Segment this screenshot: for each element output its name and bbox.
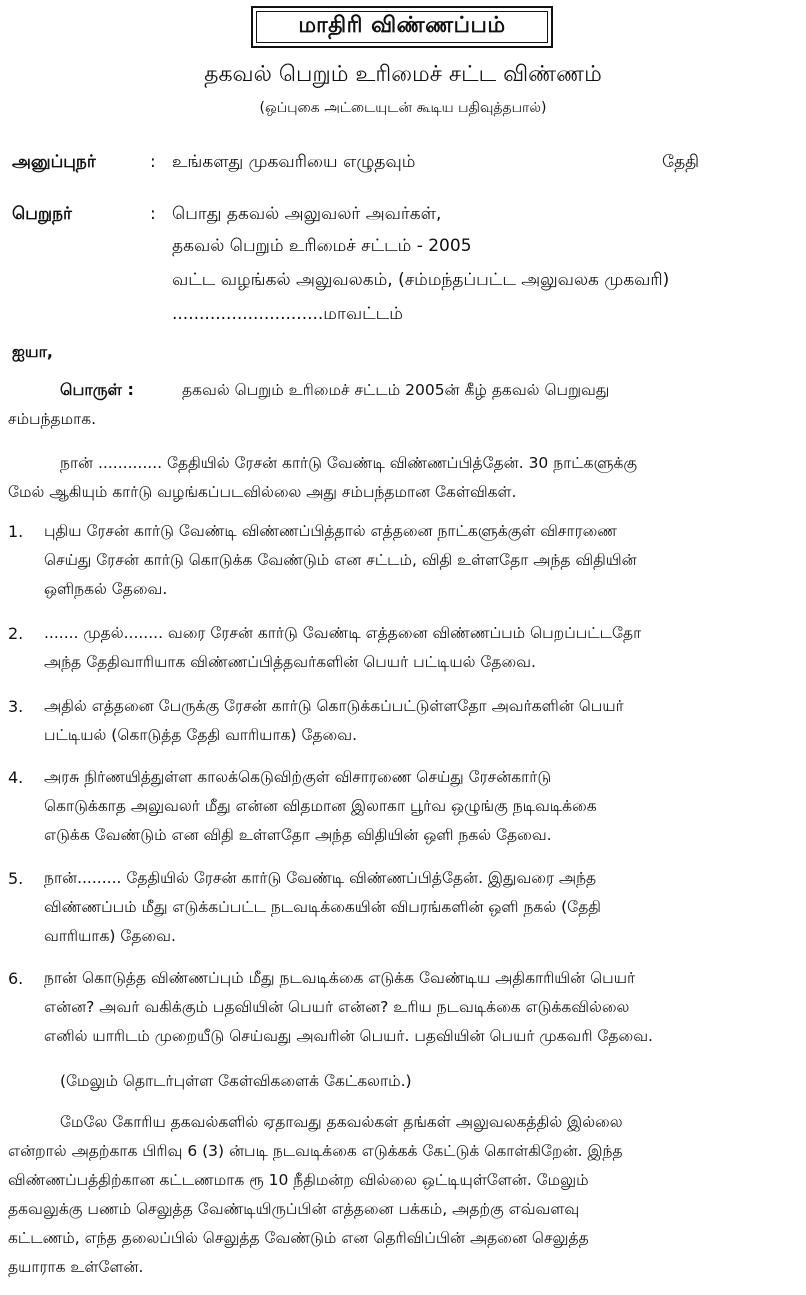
registered-post-note: (ஒப்புகை அட்டையுடன் கூடிய பதிவுத்தபால்) [259, 100, 547, 116]
recipient-label: பெறுநர் [12, 204, 72, 224]
item-line: அதில் எத்தனை பேருக்கு ரேசன் கார்டு கொடுக்கப்பட்டுள்ளதோ அவர்களின் பெயர் [44, 697, 624, 715]
subject-line: தகவல் பெறும் உரிமைச் சட்டம் 2005ன் கீழ் தகவல் பெறுவது [182, 381, 610, 399]
item-number: 3. [8, 697, 24, 716]
sender-colon: : [150, 152, 156, 172]
intro-line: நான் ............. தேதியில் ரேசன் கார்டு வேண்டி விண்ணப்பித்தேன். 30 நாட்களுக்கு [60, 454, 638, 472]
subject-label: பொருள் : [60, 380, 134, 399]
item-line: செய்து ரேசன் கார்டு கொடுக்க வேண்டும் என சட்டம், விதி உள்ளதோ அந்த விதியின் [44, 551, 637, 569]
date-label: தேதி [662, 152, 700, 172]
recipient-colon: : [150, 204, 156, 224]
closing-line: தயாராக உள்ளேன். [8, 1258, 144, 1276]
item-number: 6. [8, 969, 24, 988]
item-line: என்ன? அவர் வகிக்கும் பதவியின் பெயர் என்ன? உரிய நடவடிக்கை எடுக்கவில்லை [44, 998, 630, 1016]
intro-line: மேல் ஆகியும் கார்டு வழங்கப்படவில்லை அது சம்பந்தமான கேள்விகள். [8, 483, 517, 501]
more-questions-note: (மேலும் தொடர்புள்ள கேள்விகளைக் கேட்கலாம்.) [60, 1072, 412, 1090]
recipient-line: வட்ட வழங்கல் அலுவலகம், (சம்மந்தப்பட்ட அலுவலக முகவரி) [172, 270, 670, 290]
item-number: 2. [8, 624, 24, 643]
recipient-line: தகவல் பெறும் உரிமைச் சட்டம் - 2005 [172, 236, 472, 256]
sample-application-title [251, 6, 553, 48]
document-subtitle: தகவல் பெறும் உரிமைச் சட்ட விண்ணம் [204, 62, 602, 87]
item-line: ஒளிநகல் தேவை. [44, 580, 168, 598]
closing-line: விண்ணப்பத்திற்கான கட்டணமாக ரூ 10 நீதிமன்ற வில்லை ஒட்டியுள்ளேன். மேலும் [8, 1171, 589, 1189]
sender-value: உங்களது முகவரியை எழுதவும் [172, 152, 416, 172]
item-line: புதிய ரேசன் கார்டு வேண்டி விண்ணப்பித்தால் எத்தனை நாட்களுக்குள் விசாரணை [44, 522, 617, 540]
item-number: 1. [8, 522, 24, 541]
item-line: எடுக்க வேண்டும் என விதி உள்ளதோ அந்த விதியின் ஒளி நகல் தேவை. [44, 826, 552, 844]
item-line: நான்......... தேதியில் ரேசன் கார்டு வேண்டி விண்ணப்பித்தேன். இதுவரை அந்த [44, 869, 597, 887]
item-number: 5. [8, 869, 24, 888]
item-line: ....... முதல்........ வரை ரேசன் கார்டு வேண்டி எத்தனை விண்ணப்பம் பெறப்பட்டதோ [44, 624, 642, 642]
sender-label: அனுப்புநர் [12, 152, 96, 172]
item-line: விண்ணப்பம் மீது எடுக்கப்பட்ட நடவடிக்கையின் விபரங்களின் ஒளி நகல் (தேதி [44, 898, 601, 916]
closing-line: மேலே கோரிய தகவல்களில் ஏதாவது தகவல்கள் தங்கள் அலுவலகத்தில் இல்லை [60, 1113, 623, 1131]
item-line: அந்த தேதிவாரியாக விண்ணப்பித்தவர்களின் பெயர் பட்டியல் தேவை. [44, 653, 536, 671]
recipient-line: பொது தகவல் அலுவலர் அவர்கள், [172, 204, 442, 224]
item-number: 4. [8, 768, 24, 787]
closing-line: கட்டணம், எந்த தலைப்பில் செலுத்த வேண்டும் என தெரிவிப்பின் அதனை செலுத்த [8, 1229, 589, 1247]
closing-line: என்றால் அதற்காக பிரிவு 6 (3) ன்படி நடவடிக்கை எடுக்கக் கேட்டுக் கொள்கிறேன். இந்த [8, 1142, 623, 1160]
item-line: நான் கொடுத்த விண்ணப்பும் மீது நடவடிக்கை எடுக்க வேண்டிய அதிகாரியின் பெயர் [44, 969, 636, 987]
item-line: வாரியாக) தேவை. [44, 927, 176, 945]
subject-line: சம்பந்தமாக. [8, 410, 97, 428]
item-line: எனில் யாரிடம் முறையீடு செய்வது அவரின் பெயர். பதவியின் பெயர் முகவரி தேவை. [44, 1027, 653, 1045]
closing-line: தகவலுக்கு பணம் செலுத்த வேண்டியிருப்பின் எத்தனை பக்கம், அதற்கு எவ்வளவு [8, 1200, 580, 1218]
item-line: பட்டியல் (கொடுத்த தேதி வாரியாக) தேவை. [44, 726, 357, 744]
item-line: அரசு நிர்ணயித்துள்ள காலக்கெடுவிற்குள் விசாரணை செய்து ரேசன்கார்டு [44, 768, 552, 786]
boxed-title-text: மாதிரி விண்ணப்பம் [298, 13, 506, 38]
salutation: ஐயா, [12, 342, 53, 361]
recipient-line: ............................மாவட்டம் [172, 304, 403, 324]
item-line: கொடுக்காத அலுவலர் மீது என்ன விதமான இலாகா பூர்வ ஒழுங்கு நடிவடிக்கை [44, 797, 597, 815]
